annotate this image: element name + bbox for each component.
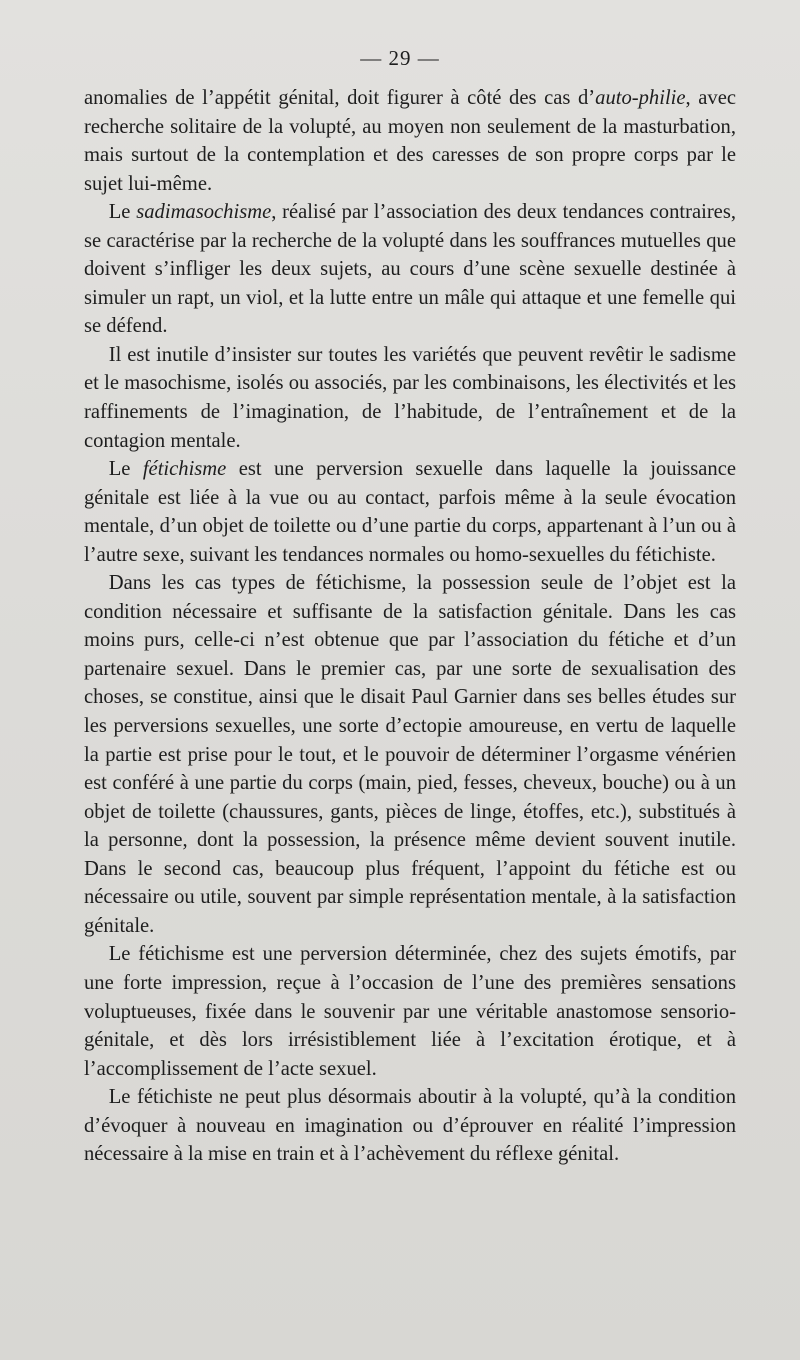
paragraph (84, 1083, 736, 1169)
text-run: anomalies de l’appétit génital, doit figurer à côté des cas d’ (84, 87, 596, 109)
paragraph (84, 569, 736, 940)
paragraph (84, 341, 736, 455)
text-run: Le fétichisme est une perversion déterminée, chez des sujets émotifs, par une forte impression, reçue à l’occasion de l’une des premières sensations voluptueuses, fixée dans le souvenir par une véritable anastomose sensorio-génitale, et dès lors irrésistiblement liée à l’excitation érotique, et à l’accomplissement de l’acte sexuel. (84, 943, 736, 1080)
italic-term: sadimasochisme (136, 201, 272, 224)
text-run: Le fétichiste ne peut plus désormais aboutir à la volupté, qu’à la condition d’évoquer à nouveau en imagination ou d’éprouver en réalité l’impression nécessaire à la mise en train et à l’achèvement du réflexe génital. (84, 1086, 736, 1166)
paragraph (84, 455, 736, 569)
paragraph (84, 84, 736, 198)
text-run: Dans les cas types de fétichisme, la possession seule de l’objet est la condition nécessaire et suffisante de la satisfaction génitale. Dans les cas moins purs, celle-ci n’est obtenue que par l’association du fétiche et d’un partenaire sexuel. Dans le premier cas, par une sorte de sexualisation des choses, se constitue, ainsi que le disait Paul Garnier dans ses belles études sur les perversions sexuelles, une sorte d’ectopie amoureuse, en vertu de laquelle la partie est prise pour le tout, et le pouvoir de déterminer l’orgasme vénérien est conféré à une partie du corps (main, pied, fesses, cheveux, bouche) ou à un objet de toilette (chaussures, gants, pièces de linge, étoffes, etc.), substitués à la personne, dont la possession, la présence même devient souvent inutile. Dans le second cas, beaucoup plus fréquent, l’appoint du fétiche est ou nécessaire ou utile, souvent par simple représentation mentale, à la satisfaction génitale. (84, 572, 736, 937)
text-run: Le (108, 201, 137, 224)
text-run: Il est inutile d’insister sur toutes les variétés que peuvent revêtir le sadisme et le masochisme, isolés ou associés, par les combinaisons, les électivités et les raffinements de l’imagination, de l’habitude, de l’entraînement et de la contagion mentale. (84, 343, 736, 452)
paragraph (84, 940, 736, 1083)
italic-term: fétichisme (142, 458, 227, 481)
italic-term: auto-philie (595, 87, 686, 109)
page-number: — 29 — (360, 46, 440, 70)
text-run: Le (108, 458, 143, 481)
text-run: , réalisé par l’association des deux tendances contraires, se caractérise par la recherche de la volupté dans les souffrances mutuelles que doivent s’infliger les deux sujets, au cours d’une scène sexuelle destinée à simuler un rapt, un viol, et la lutte entre un mâle qui attaque et une femelle qui se défend. (84, 201, 736, 338)
body-text (84, 84, 736, 1169)
paragraph (84, 198, 736, 341)
text-run: est une perversion sexuelle dans laquelle la jouissance génitale est liée à la vue ou au contact, parfois même à la seule évocation mentale, d’un objet de toilette ou d’une partie du corps, appartenant à l’un ou à l’autre sexe, suivant les tendances normales ou homo-sexuelles du fétichiste. (84, 458, 736, 566)
text-run: , avec recherche solitaire de la volupté, au moyen non seulement de la masturbation, mais surtout de la contemplation et des caresses de son propre corps par le sujet lui-même. (84, 87, 736, 195)
